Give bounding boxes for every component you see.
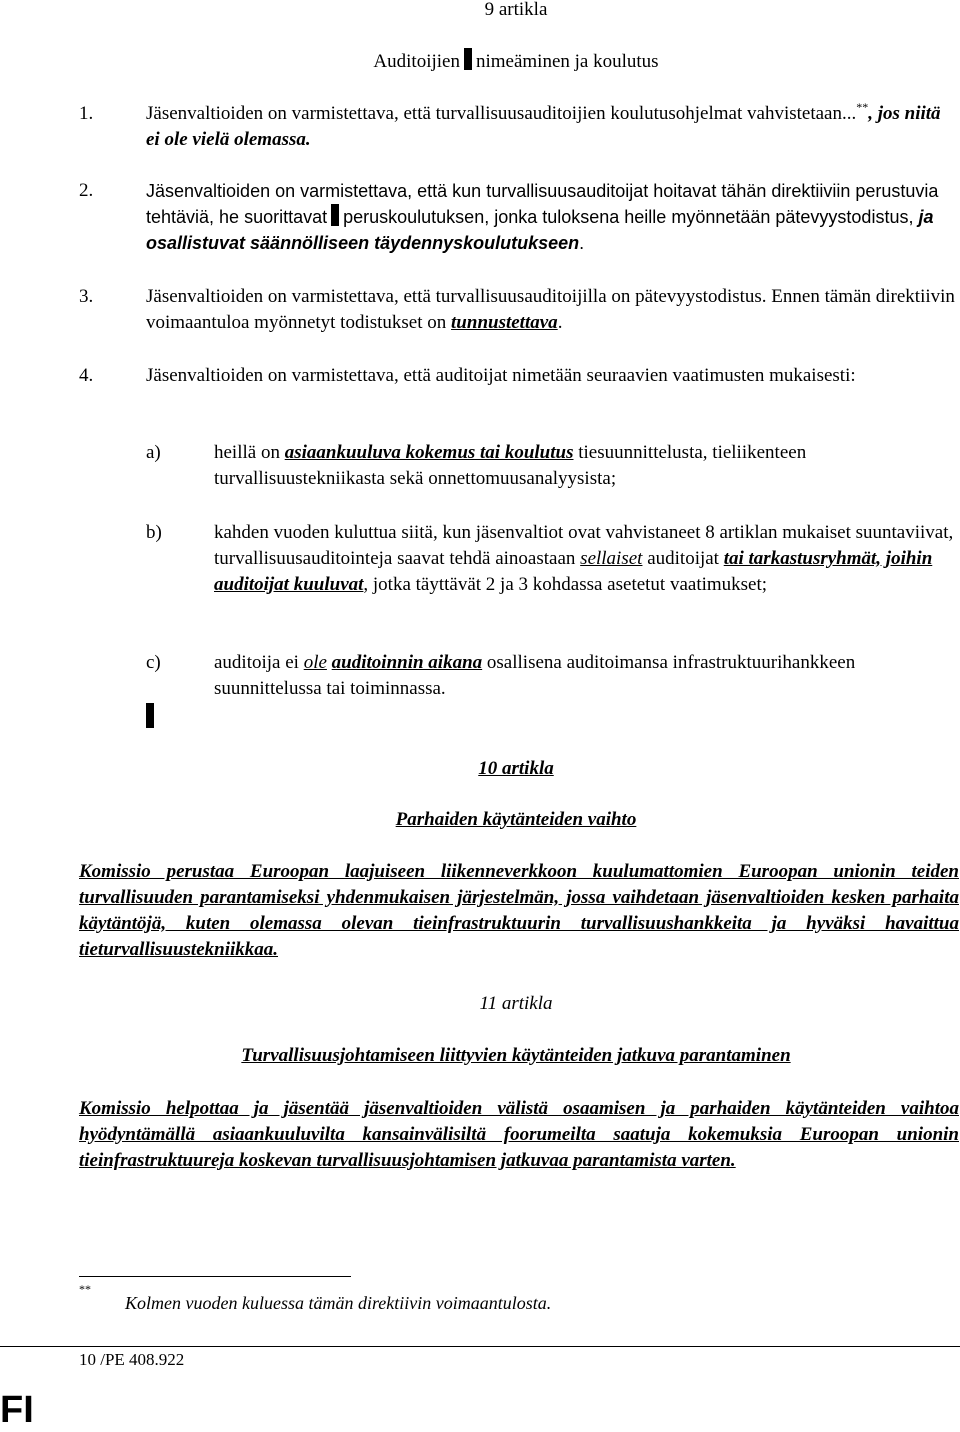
paragraph-3-emphasis: tunnustettava (451, 312, 558, 333)
paragraph-2-body-b: peruskoulutuksen, jonka tuloksena heille myönnetään pätevyystodistus, (343, 207, 914, 227)
footnote-text: Kolmen vuoden kuluessa tämän direktiivin voimaantulosta. (125, 1293, 552, 1313)
paragraph-3-text (146, 284, 958, 336)
paragraph-2-end: . (579, 233, 585, 253)
article-11-body: Komissio helpottaa ja jäsentää jäsenvaltioiden välistä osaamisen ja parhaiden käytänteiden vaihtoa hyödyntämällä asiaankuuluvilta kansainvälisiltä foorumeilta saatuja kokemuksia Euroopan unionin tieinfrastruktuureja koskevan turvallisuusjohtamisen jatkuvaa parantamista varten. (79, 1098, 959, 1171)
point-a-text (214, 440, 954, 492)
article-9-title-part-1: Auditoijien (373, 51, 460, 72)
paragraph-2-text (146, 178, 958, 256)
footnote-reference: ** (856, 100, 869, 114)
article-9-heading: 9 artikla (484, 0, 548, 20)
point-a-post: tiesuunnittelusta, tieliikenteen turvallisuustekniikasta sekä onnettomuusanalyysista; (214, 442, 807, 489)
paragraph-3-body: Jäsenvaltioiden on varmistettava, että turvallisuusauditoijilla on pätevyystodistus. Ennen tämän direktiivin voimaantuloa myönnetyt todistukset on (146, 286, 955, 333)
change-bar-icon (464, 48, 472, 70)
point-b-italic: sellaiset (580, 548, 643, 569)
paragraph-3-number: 3. (79, 286, 94, 307)
article-10-heading: 10 artikla (478, 758, 554, 779)
paragraph-1-body: Jäsenvaltioiden on varmistettava, että turvallisuusauditoijien koulutusohjelmat vahvistetaan... (146, 103, 857, 124)
article-10-title: Parhaiden käytänteiden vaihto (395, 809, 637, 830)
point-b-emphasis: tai tarkastusryhmät, joihin auditoijat kuuluvat (214, 548, 933, 595)
point-c-post: osallisena auditoimansa infrastruktuurihankkeen suunnittelussa tai toiminnassa. (214, 652, 856, 699)
point-b-post: , jotka täyttävät 2 ja 3 kohdassa asetetut vaatimukset; (363, 574, 768, 595)
point-c-text (214, 650, 954, 702)
article-11-heading: 11 artikla (479, 993, 553, 1014)
footer-reference: 10 /PE 408.922 (79, 1350, 185, 1369)
point-b-label: b) (146, 522, 162, 543)
point-c-pre: auditoija ei (214, 652, 299, 673)
change-bar-icon (146, 703, 154, 728)
point-a-label: a) (146, 442, 161, 463)
point-a-emphasis: asiaankuuluva kokemus tai koulutus (284, 442, 574, 463)
footnote-divider (79, 1276, 351, 1277)
point-c-italic: ole (303, 652, 327, 673)
language-code: FI (0, 1389, 34, 1431)
paragraph-1-emphasis: , jos niitä ei ole vielä olemassa. (146, 103, 941, 150)
article-10-body: Komissio perustaa Euroopan laajuiseen liikenneverkkoon kuulumattomien Euroopan unionin teiden turvallisuuden parantamiseksi yhdenmukaisen järjestelmän, jossa vaihdetaan jäsenvaltioiden kesken parhaita käytäntöjä, kuten olemassa olevan tieinfrastruktuurin turvallisuushankkeita ja hyväksi havaittua tieturvallisuustekniikkaa. (79, 861, 959, 960)
point-b-text (214, 520, 954, 598)
point-c-label: c) (146, 652, 161, 673)
paragraph-2-number: 2. (79, 180, 94, 201)
paragraph-4-text: Jäsenvaltioiden on varmistettava, että auditoijat nimetään seuraavien vaatimusten mukaisesti: (146, 365, 856, 386)
paragraph-2-body-a: Jäsenvaltioiden on varmistettava, että kun turvallisuusauditoijat hoitavat tähän direktiiviin perustuvia tehtäviä, he suorittavat (146, 181, 939, 227)
footnote-mark: ** (79, 1282, 91, 1296)
point-b-mid: auditoijat (647, 548, 719, 569)
article-9-title-part-2: nimeäminen ja koulutus (475, 51, 659, 72)
paragraph-1-text (146, 101, 958, 153)
paragraph-1-number: 1. (79, 103, 94, 124)
article-9-title (0, 48, 960, 75)
point-c-emphasis: auditoinnin aikana (331, 652, 483, 673)
point-b-pre: kahden vuoden kuluttua siitä, kun jäsenvaltiot ovat vahvistaneet 8 artiklan mukaiset suuntaviivat, turvallisuusauditointeja saavat tehdä ainoastaan (214, 522, 954, 569)
paragraph-2-emphasis: ja osallistuvat säännölliseen täydennyskoulutukseen (146, 207, 934, 253)
change-bar-icon (331, 204, 339, 226)
paragraph-3-end: . (557, 312, 563, 333)
paragraph-4-number: 4. (79, 365, 94, 386)
point-a-pre: heillä on (214, 442, 280, 463)
article-11-title: Turvallisuusjohtamiseen liittyvien käytänteiden jatkuva parantaminen (241, 1045, 791, 1066)
